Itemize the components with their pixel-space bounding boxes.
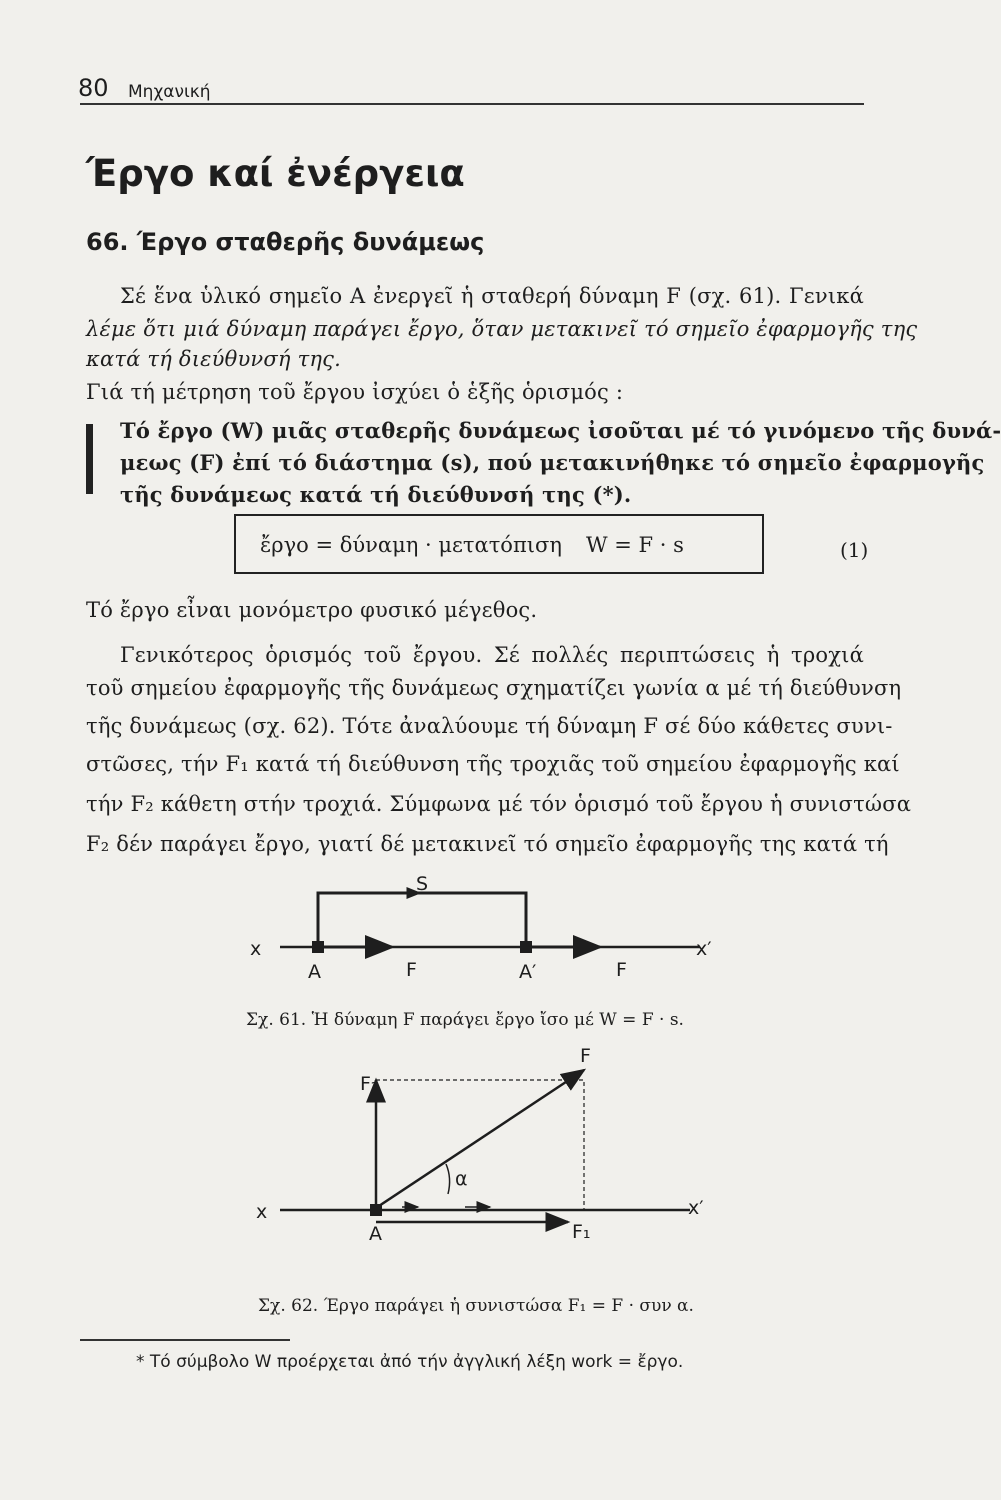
formula-symbols: W = F · s [586,533,684,557]
page-number: 80 [78,74,109,102]
formula-words: ἔργο = δύναμη · μετατόπιση [260,533,562,557]
formula-number: (1) [840,538,869,562]
figure-61 [280,893,700,953]
section-title: 66. Έργο σταθερῆς δυνάμεως [86,228,485,256]
definition-line-2: μεως (F) ἐπί τό διάστημα (s), πού μετακινήθηκε τό σημεῖο ἐφαρμογῆς [120,450,985,475]
scalar-line: Τό ἔργο εἶναι μονόμετρο φυσικό μέγεθος. [86,598,538,622]
fig62-label-f1: F₁ [572,1221,591,1243]
fig62-point-a [370,1204,382,1216]
chapter-title: Έργο καί ἐνέργεια [86,152,465,195]
footnote: * Τό σύμβολο W προέρχεται ἀπό τήν ἀγγλική λέξη work = ἔργο. [136,1352,684,1372]
definition-line-1: Τό ἔργο (W) μιᾶς σταθερῆς δυνάμεως ἰσοῦται μέ τό γινόμενο τῆς δυνά- [120,418,1001,443]
footnote-rule [80,1339,290,1341]
fig62-label-f2: F₂ [360,1073,379,1095]
general-line-6: F₂ δέν παράγει ἔργο, γιατί δέ μετακινεῖ τό σημεῖο ἐφαρμογῆς της κατά τή [86,832,889,856]
fig62-label-f: F [580,1045,591,1067]
fig62-f-arrow [376,1070,584,1208]
general-line-5: τήν F₂ κάθετη στήν τροχιά. Σύμφωνα μέ τόν ὁρισμό τοῦ ἔργου ἡ συνιστώσα [86,792,912,816]
fig62-caption: Σχ. 62. Έργο παράγει ἡ συνιστώσα F₁ = F · συν α. [258,1296,694,1316]
general-line-1: Γενικότερος ὁρισμός τοῦ ἔργου. Σέ πολλές περιπτώσεις ἡ τροχιά [120,643,864,667]
fig61-label-a-prime: A′ [519,961,537,983]
fig61-bracket [318,893,526,947]
fig61-label-f2: F [616,959,627,981]
fig61-label-x-prime: x′ [696,938,712,960]
intro-line-1: Σέ ἕνα ὑλικό σημεῖο Α ἐνεργεῖ ἡ σταθερή δύναμη F (σχ. 61). Γενικά [120,284,864,308]
general-line-2: τοῦ σημείου ἐφαρμογῆς τῆς δυνάμεως σχηματίζει γωνία α μέ τή διεύθυνση [86,676,902,700]
fig62-dashed-box [376,1080,584,1210]
fig62-label-x-prime: x′ [688,1197,704,1219]
fig61-label-s: S [416,873,429,895]
general-line-3: τῆς δυνάμεως (σχ. 62). Τότε ἀναλύουμε τή δύναμη F σέ δύο κάθετες συνι- [86,714,893,738]
figure-62 [280,1070,690,1222]
fig62-label-alpha: α [455,1168,468,1190]
fig61-label-f1: F [406,959,417,981]
definition-line-3: τῆς δυνάμεως κατά τή διεύθυνσή της (*). [120,482,632,507]
fig61-point-a [312,941,324,953]
fig61-label-a: A [308,961,321,983]
fig61-label-x: x [250,938,262,960]
intro-line-4: Γιά τή μέτρηση τοῦ ἔργου ἰσχύει ὁ ἑξῆς ὁρισμός : [86,380,624,404]
running-title: Μηχανική [128,82,211,102]
fig62-label-x: x [256,1201,268,1223]
intro-line-2: λέμε ὅτι μιά δύναμη παράγει ἔργο, ὅταν μετακινεῖ τό σημεῖο ἐφαρμογῆς της [86,317,918,341]
general-line-4: στῶσες, τήν F₁ κατά τή διεύθυνση τῆς τροχιᾶς τοῦ σημείου ἐφαρμογῆς καί [86,752,900,776]
fig61-caption: Σχ. 61. Ἡ δύναμη F παράγει ἔργο ἴσο μέ W = F · s. [246,1010,684,1030]
fig62-label-a: A [369,1223,382,1245]
intro-line-3: κατά τή διεύθυνσή της. [86,347,342,371]
fig62-angle-arc [446,1164,450,1194]
fig61-point-a-prime [520,941,532,953]
